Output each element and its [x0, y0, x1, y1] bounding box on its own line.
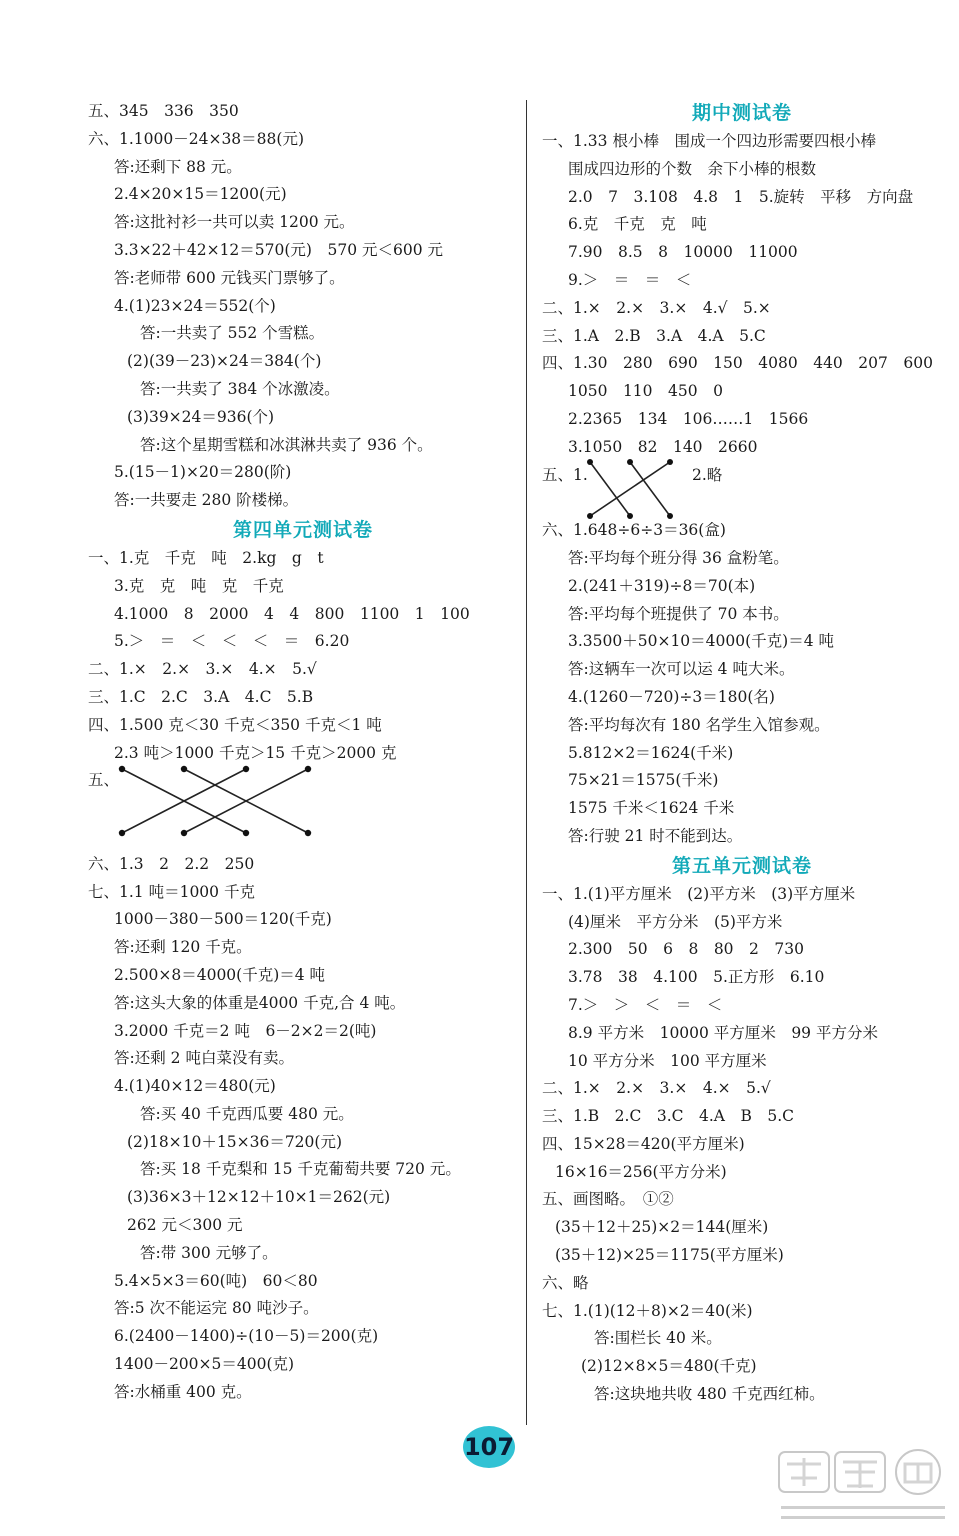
answer-text: 75×21＝1575(千米)	[568, 771, 719, 790]
answer-text: 1050 110 450 0	[568, 382, 723, 401]
answer-text: 7.90 8.5 8 10000 11000	[568, 243, 798, 262]
match-dot	[587, 459, 593, 465]
answer-line	[542, 601, 942, 629]
answer-text: 答:围栏长 40 米。	[594, 1329, 722, 1348]
answer-line	[542, 740, 942, 768]
answer-text: 五、345 336 350	[88, 102, 239, 120]
answer-line	[542, 712, 942, 740]
match-dot	[181, 766, 187, 772]
answer-text: 2.500×8＝4000(千克)＝4 吨	[114, 965, 326, 984]
answer-line	[542, 909, 942, 937]
answer-line	[542, 1048, 942, 1076]
answer-line	[542, 184, 942, 212]
answer-line	[88, 767, 518, 795]
answer-line	[542, 462, 942, 490]
answer-line	[88, 1323, 518, 1351]
answer-text: 围成四边形的个数 余下小棒的根数	[568, 159, 817, 178]
answer-text: 三、1.B 2.C 3.C 4.A B 5.C	[542, 1107, 794, 1126]
answer-line	[542, 992, 942, 1020]
answer-text: 二、1.× 2.× 3.× 4.√ 5.×	[542, 298, 771, 317]
answer-line	[88, 990, 518, 1018]
answer-text: 2.300 50 6 8 80 2 730	[568, 940, 804, 959]
answer-line	[88, 656, 518, 684]
answer-text: 8.9 平方米 10000 平方厘米 99 平方分米	[568, 1023, 878, 1042]
section-title: 第四单元测试卷	[232, 518, 373, 541]
answer-text: 答:带 300 元够了。	[140, 1243, 278, 1262]
answer-line	[88, 1101, 518, 1129]
match-dot	[119, 766, 125, 772]
answer-line	[542, 295, 942, 323]
answer-line	[88, 1351, 518, 1379]
answer-line	[88, 181, 518, 209]
answer-text: 一、1.克 千克 吨 2.kg g t	[88, 548, 324, 567]
answer-line	[542, 267, 942, 295]
answer-line	[88, 906, 518, 934]
answer-text: 1000－380－500＝120(千克)	[114, 910, 332, 929]
answer-line	[88, 459, 518, 487]
left-column	[88, 98, 518, 1407]
answer-line	[542, 1020, 942, 1048]
answer-line	[88, 265, 518, 293]
answer-line	[88, 851, 518, 879]
answer-line	[88, 684, 518, 712]
answer-text: 一、1.33 根小棒 围成一个四边形需要四根小棒	[542, 132, 876, 150]
answer-text: 答:平均每次有 180 名学生入馆参观。	[568, 715, 830, 734]
answer-line	[542, 628, 942, 656]
section-title: 期中测试卷	[691, 102, 792, 124]
answer-line	[88, 348, 518, 376]
answer-line	[542, 1075, 942, 1103]
answer-text: 262 元＜300 元	[127, 1216, 243, 1235]
answer-line	[88, 962, 518, 990]
column-divider	[526, 100, 527, 1425]
answer-line	[88, 934, 518, 962]
answer-text: 3.3500＋50×10＝4000(千克)＝4 吨	[568, 632, 834, 651]
answer-text: 六、1.1000－24×38＝88(元)	[88, 129, 304, 148]
answer-text: 五、	[88, 771, 120, 790]
answer-text: 答:一共卖了 384 个冰激凌。	[140, 379, 340, 398]
answer-line	[542, 1353, 942, 1381]
answer-text: 答:5 次不能运完 80 吨沙子。	[114, 1299, 319, 1318]
answer-text: 2.2365 134 106……1 1566	[568, 409, 809, 428]
answer-line	[88, 628, 518, 656]
answer-text: 三、1.C 2.C 3.A 4.C 5.B	[88, 687, 314, 706]
answer-line	[542, 406, 942, 434]
answer-line	[542, 1242, 942, 1270]
answer-line	[88, 712, 518, 740]
answer-line	[542, 489, 942, 517]
answer-line	[542, 573, 942, 601]
answer-text: 6.(2400－1400)÷(10－5)＝200(克)	[114, 1327, 379, 1346]
answer-text: 三、1.A 2.B 3.A 4.A 5.C	[542, 326, 766, 345]
answer-line	[88, 98, 518, 126]
right-column	[542, 98, 942, 1409]
answer-line	[88, 126, 518, 154]
answer-text: 四、15×28＝420(平方厘米)	[542, 1134, 745, 1153]
answer-text: (4)厘米 平方分米 (5)平方米	[568, 912, 783, 931]
answer-text: 二、1.× 2.× 3.× 4.× 5.√	[542, 1079, 771, 1098]
answer-line	[88, 1018, 518, 1046]
answer-line	[88, 1129, 518, 1157]
answer-text: (2)(39－23)×24＝384(个)	[127, 352, 322, 371]
answer-line	[542, 350, 942, 378]
answer-line	[542, 1270, 942, 1298]
answer-text: 10 平方分米 100 平方厘米	[568, 1051, 767, 1070]
answer-text: 3.2000 千克＝2 吨 6－2×2＝2(吨)	[114, 1021, 377, 1040]
answer-text: 1575 千米＜1624 千米	[568, 799, 735, 818]
answer-line	[542, 684, 942, 712]
page-number: 107	[463, 1426, 515, 1468]
answer-text: (35＋12＋25)×2＝144(厘米)	[555, 1218, 769, 1237]
answer-line	[542, 795, 942, 823]
answer-line	[542, 378, 942, 406]
answer-line	[542, 323, 942, 351]
answer-text: 5.4×5×3＝60(吨) 60＜80	[114, 1271, 318, 1290]
answer-line	[88, 879, 518, 907]
answer-text: 4.1000 8 2000 4 4 800 1100 1 100	[114, 604, 470, 623]
answer-text: (2)12×8×5＝480(千克)	[581, 1357, 757, 1376]
answer-line	[88, 573, 518, 601]
answer-line	[88, 404, 518, 432]
answer-text: 二、1.× 2.× 3.× 4.× 5.√	[88, 660, 317, 679]
answer-text: 4.(1260－720)÷3＝180(名)	[568, 687, 775, 706]
answer-line	[542, 239, 942, 267]
answer-text: 6.克 千克 克 吨	[568, 215, 707, 234]
match-dot	[667, 459, 673, 465]
answer-text: 5.812×2＝1624(千米)	[568, 743, 734, 762]
answer-text: 四、1.500 克＜30 千克＜350 千克＜1 吨	[88, 715, 382, 734]
answer-text: 答:行驶 21 时不能到达。	[568, 826, 743, 845]
answer-line	[542, 1214, 942, 1242]
match-dot	[243, 766, 249, 772]
answer-text: 5.＞ ＝ ＜ ＜ ＜ ＝ 6.20	[114, 632, 350, 651]
answer-text: 2.0 7 3.108 4.8 1 5.旋转 平移 方向盘	[568, 187, 914, 206]
answer-text: 六、1.648÷6÷3＝36(盒)	[542, 521, 726, 540]
answer-text: (35＋12)×25＝1175(平方厘米)	[555, 1246, 784, 1265]
answer-text: 答:这批衬衫一共可以卖 1200 元。	[114, 213, 355, 232]
answer-text: 一、1.(1)平方厘米 (2)平方米 (3)平方厘米	[542, 884, 856, 903]
answer-line	[88, 209, 518, 237]
answer-line	[542, 1186, 942, 1214]
answer-line	[88, 545, 518, 573]
answer-text: 9.＞ ＝ ＝ ＜	[568, 270, 692, 289]
answer-line	[88, 1379, 518, 1407]
answer-line	[88, 154, 518, 182]
answer-text: 2.3 吨＞1000 千克＞15 千克＞2000 克	[114, 743, 397, 762]
answer-line	[88, 487, 518, 515]
answer-text: 答:还剩下 88 元。	[114, 157, 242, 176]
answer-text: 5.(15－1)×20＝280(阶)	[114, 463, 292, 482]
answer-line	[542, 936, 942, 964]
answer-line	[88, 823, 518, 851]
answer-text: 答:这块地共收 480 千克西红柿。	[594, 1385, 825, 1404]
answer-line	[88, 1184, 518, 1212]
answer-text: 答:还剩 120 千克。	[114, 938, 252, 957]
answer-text: 五、1.	[542, 465, 588, 484]
answer-line	[88, 432, 518, 460]
answer-line	[88, 1268, 518, 1296]
answer-line	[542, 156, 942, 184]
answer-line	[88, 1212, 518, 1240]
answer-line	[542, 1381, 942, 1409]
answer-line	[542, 1103, 942, 1131]
answer-line	[542, 964, 942, 992]
match-dot	[305, 766, 311, 772]
answer-text: 答:老师带 600 元钱买门票够了。	[114, 268, 345, 287]
answer-text: 7.＞ ＞ ＜ ＝ ＜	[568, 995, 723, 1014]
answer-line	[88, 320, 518, 348]
answer-line	[88, 601, 518, 629]
answer-line	[88, 1295, 518, 1323]
answer-line	[542, 517, 942, 545]
answer-text: 3.78 38 4.100 5.正方形 6.10	[568, 968, 825, 987]
answer-text: 答:平均每个班分得 36 盒粉笔。	[568, 548, 789, 567]
answer-line	[88, 293, 518, 321]
answer-text: 答:买 18 千克梨和 15 千克葡萄共要 720 元。	[140, 1160, 461, 1179]
answer-text: 3.克 克 吨 克 千克	[114, 576, 284, 595]
answer-line	[88, 237, 518, 265]
answer-text: (2)18×10＋15×36＝720(元)	[127, 1132, 343, 1151]
answer-text: 四、1.30 280 690 150 4080 440 207 600	[542, 354, 933, 373]
answer-text: 2.(241＋319)÷8＝70(本)	[568, 576, 756, 595]
answer-line	[542, 1325, 942, 1353]
answer-line	[542, 128, 942, 156]
answer-text: 答:一共卖了 552 个雪糕。	[140, 324, 325, 343]
answer-text: 2.4×20×15＝1200(元)	[114, 185, 287, 204]
answer-line	[542, 211, 942, 239]
answer-line	[88, 1073, 518, 1101]
answer-line	[542, 823, 942, 851]
answer-text-suffix: 2.略	[692, 465, 723, 484]
answer-line	[88, 1240, 518, 1268]
answer-line	[542, 656, 942, 684]
answer-text: 16×16＝256(平方分米)	[555, 1162, 727, 1181]
answer-text: 4.(1)40×12＝480(元)	[114, 1077, 276, 1096]
answer-line	[542, 545, 942, 573]
answer-text: 4.(1)23×24＝552(个)	[114, 296, 276, 315]
answer-text: 六、1.3 2 2.2 250	[88, 854, 255, 873]
answer-text: 七、1.(1)(12＋8)×2＝40(米)	[542, 1301, 753, 1320]
answer-text: 答:一共要走 280 阶楼梯。	[114, 491, 299, 510]
answer-text: 答:这辆车一次可以运 4 吨大米。	[568, 660, 795, 679]
answer-text: 答:平均每个班提供了 70 本书。	[568, 604, 789, 623]
answer-text: 答:这个星期雪糕和冰淇淋共卖了 936 个。	[140, 435, 433, 454]
answer-text: 六、略	[542, 1273, 589, 1292]
answer-text: 3.1050 82 140 2660	[568, 437, 758, 456]
section-title: 第五单元测试卷	[671, 854, 812, 877]
answer-text: 答:水桶重 400 克。	[114, 1382, 252, 1401]
answer-text: 1400－200×5＝400(克)	[114, 1355, 295, 1374]
answer-text: 3.3×22＋42×12＝570(元) 570 元＜600 元	[114, 240, 443, 259]
answer-line	[542, 1298, 942, 1326]
answer-text: 五、画图略。 ①②	[542, 1190, 674, 1209]
answer-line	[542, 767, 942, 795]
answer-line	[88, 795, 518, 823]
answer-line	[88, 1156, 518, 1184]
answer-text: 七、1.1 吨＝1000 千克	[88, 882, 255, 901]
answer-line	[88, 376, 518, 404]
answer-line	[542, 881, 942, 909]
answer-text: (3)39×24＝936(个)	[127, 407, 275, 426]
answer-text: (3)36×3＋12×12＋10×1＝262(元)	[127, 1188, 391, 1207]
answer-line	[542, 1131, 942, 1159]
answer-text: 答:这头大象的体重是4000 千克,合 4 吨。	[114, 993, 406, 1012]
answer-line	[542, 1159, 942, 1187]
answer-text: 答:还剩 2 吨白菜没有卖。	[114, 1049, 294, 1068]
match-dot	[627, 459, 633, 465]
watermark-logo	[773, 1442, 953, 1532]
answer-text: 答:买 40 千克西瓜要 480 元。	[140, 1104, 354, 1123]
answer-line	[88, 1045, 518, 1073]
